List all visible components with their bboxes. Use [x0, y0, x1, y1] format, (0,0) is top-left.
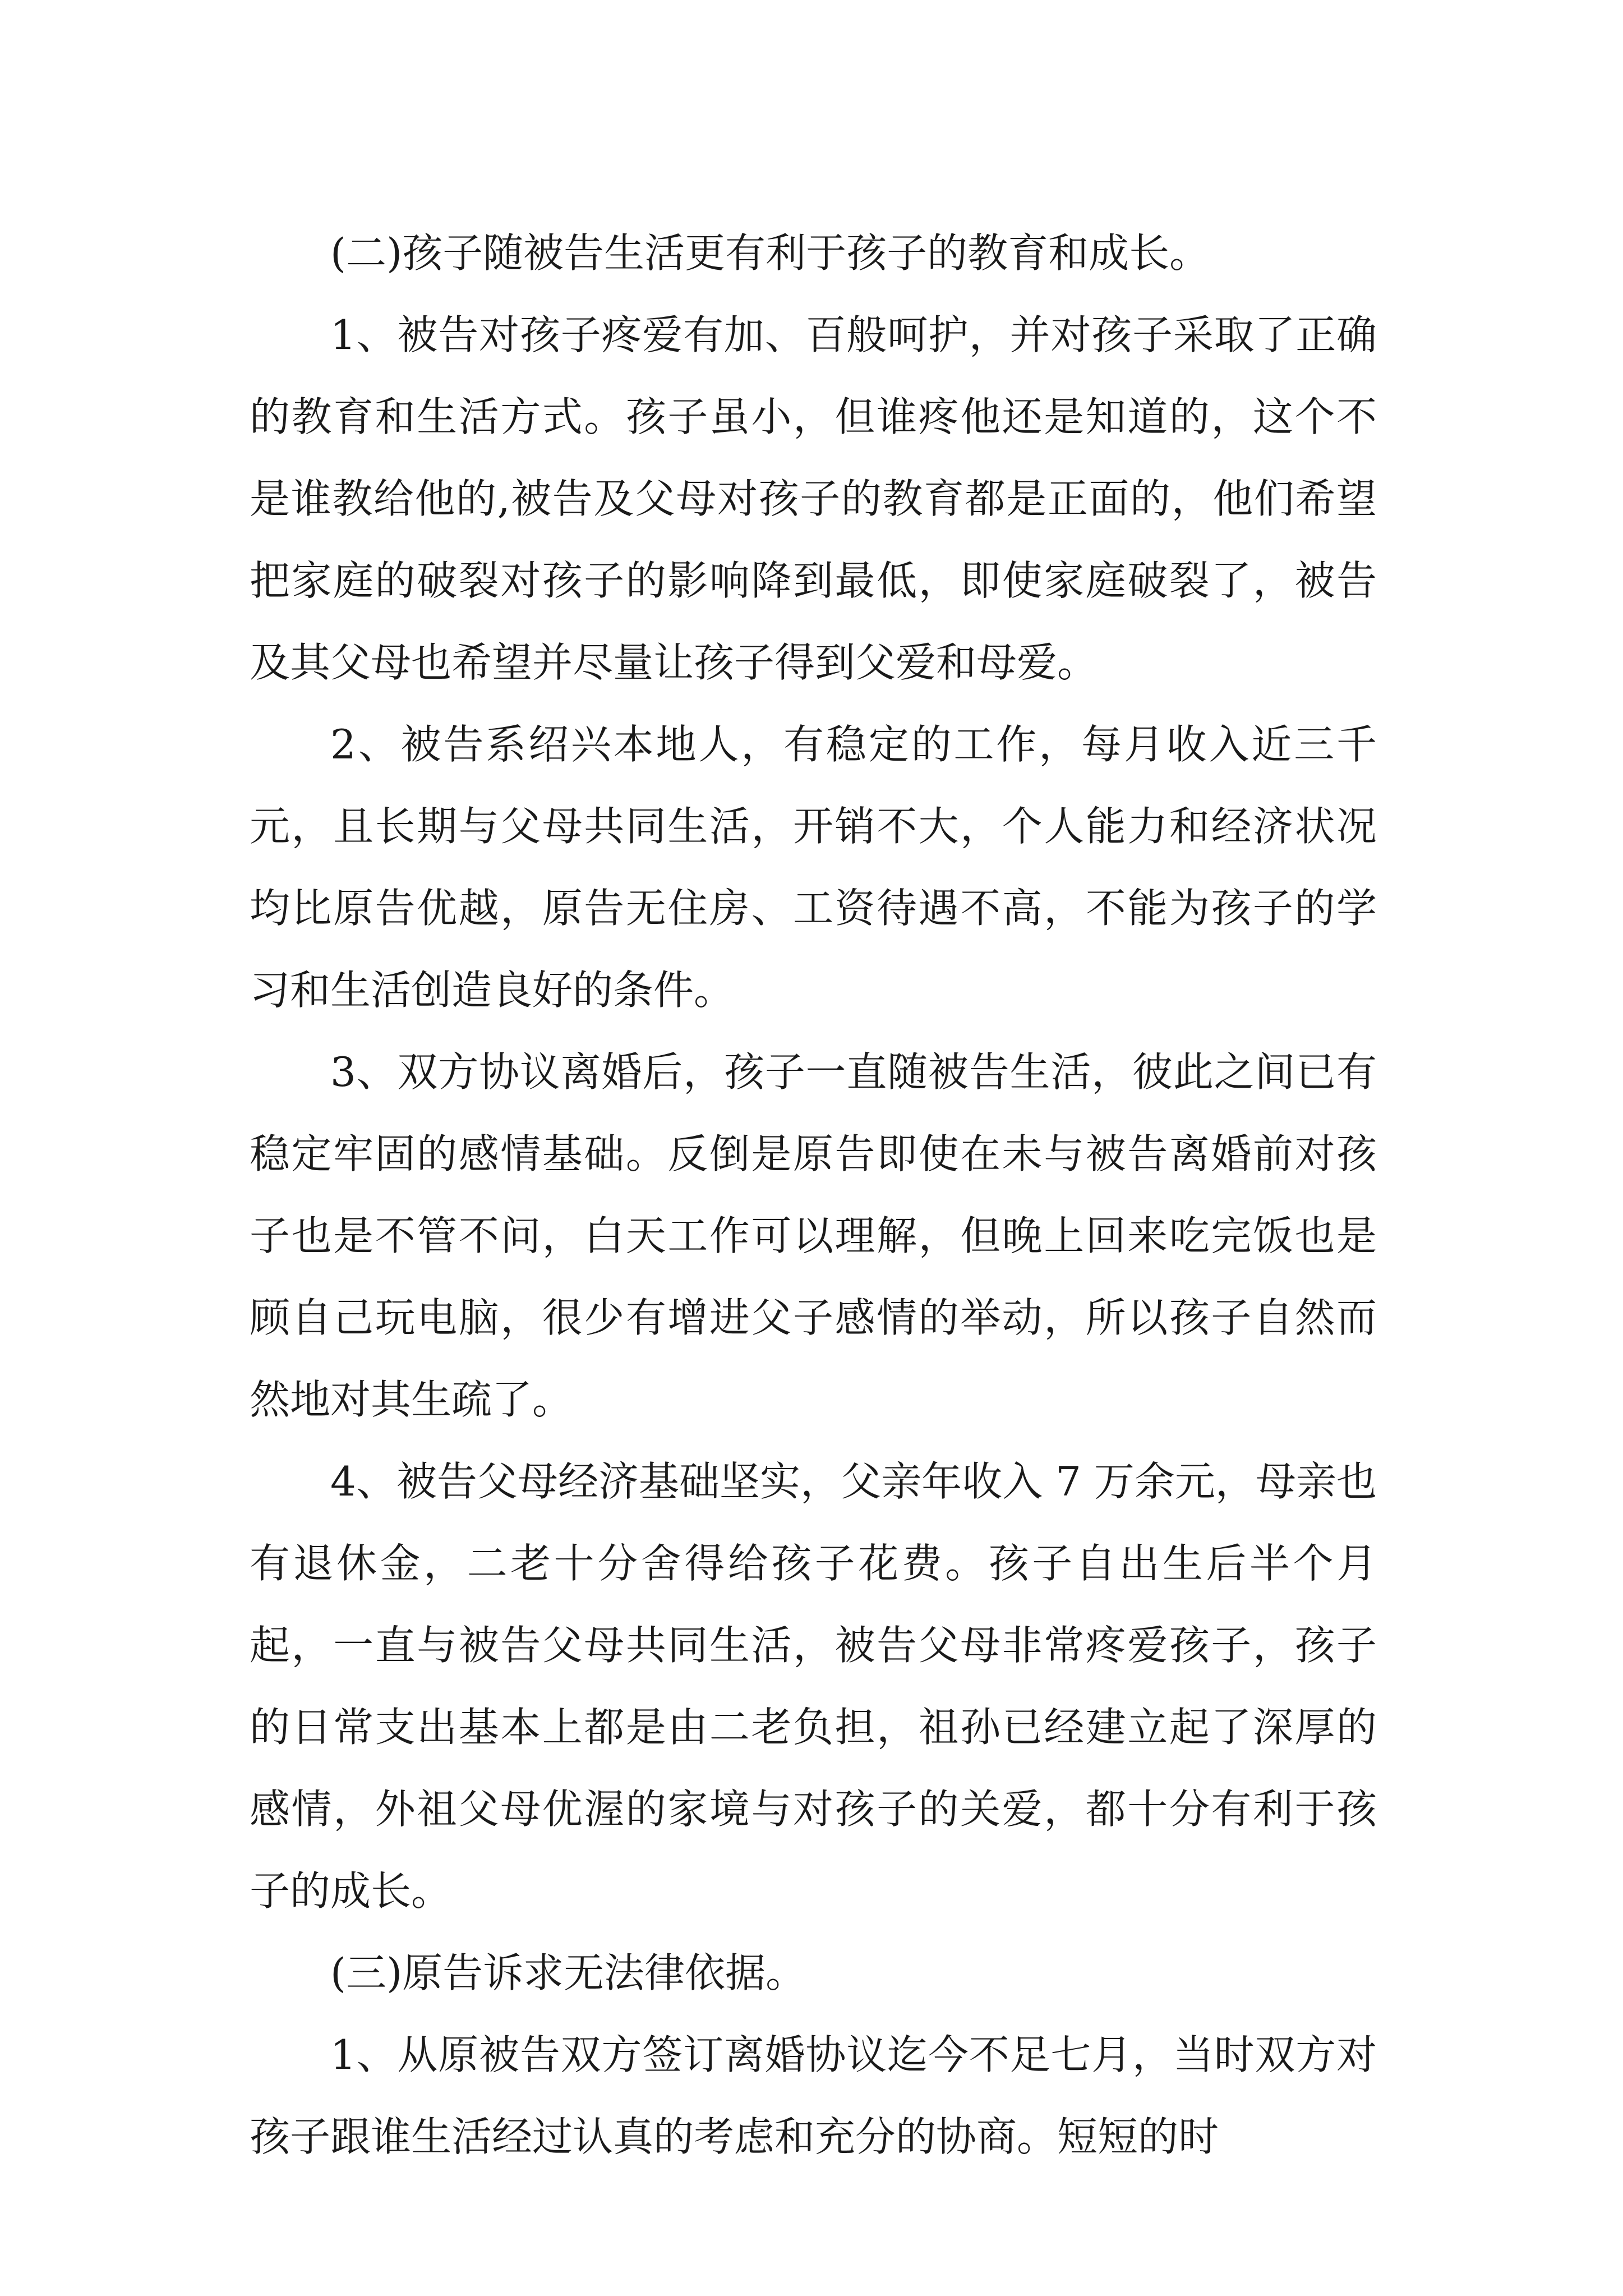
paragraph-2-3: 3、双方协议离婚后，孩子一直随被告生活，彼此之间已有稳定牢固的感情基础。反倒是原告即使在未与被告离婚前对孩子也是不管不问，白天工作可以理解，但晚上回来吃完饭也是顾自己玩电脑，很少有增进父子感情的举动，所以孩子自然而然地对其生疏了。: [250, 1048, 1377, 1423]
section-heading-2: (二)孩子随被告生活更有利于孩子的教育和成长。: [330, 229, 1210, 277]
paragraph-2-4: 4、被告父母经济基础坚实，父亲年收入 7 万余元，母亲也有退休金，二老十分舍得给孩子花费。孩子自出生后半个月起，一直与被告父母共同生活，被告父母非常疼爱孩子，孩子的日常支出基本上都是由二老负担，祖孙已经建立起了深厚的感情，外祖父母优渥的家境与对孩子的关爱，都十分有利于孩子的成长。: [250, 1458, 1377, 1915]
paragraph-3-1: 1、从原被告双方签订离婚协议迄今不足七月，当时双方对孩子跟谁生活经过认真的考虑和充分的协商。短短的时: [250, 2031, 1377, 2160]
section-heading-3: (三)原告诉求无法律依据。: [330, 1949, 806, 1996]
paragraph-2-1: 1、被告对孩子疼爱有加、百般呵护，并对孩子采取了正确的教育和生活方式。孩子虽小，但谁疼他还是知道的，这个不是谁教给他的,被告及父母对孩子的教育都是正面的，他们希望把家庭的破裂对孩子的影响降到最低，即使家庭破裂了，被告及其父母也希望并尽量让孩子得到父爱和母爱。: [250, 311, 1377, 686]
document-body: [250, 212, 1377, 2178]
paragraph-2-2: 2、被告系绍兴本地人，有稳定的工作，每月收入近三千元，且长期与父母共同生活，开销不大，个人能力和经济状况均比原告优越，原告无住房、工资待遇不高，不能为孩子的学习和生活创造良好的条件。: [250, 721, 1377, 1014]
